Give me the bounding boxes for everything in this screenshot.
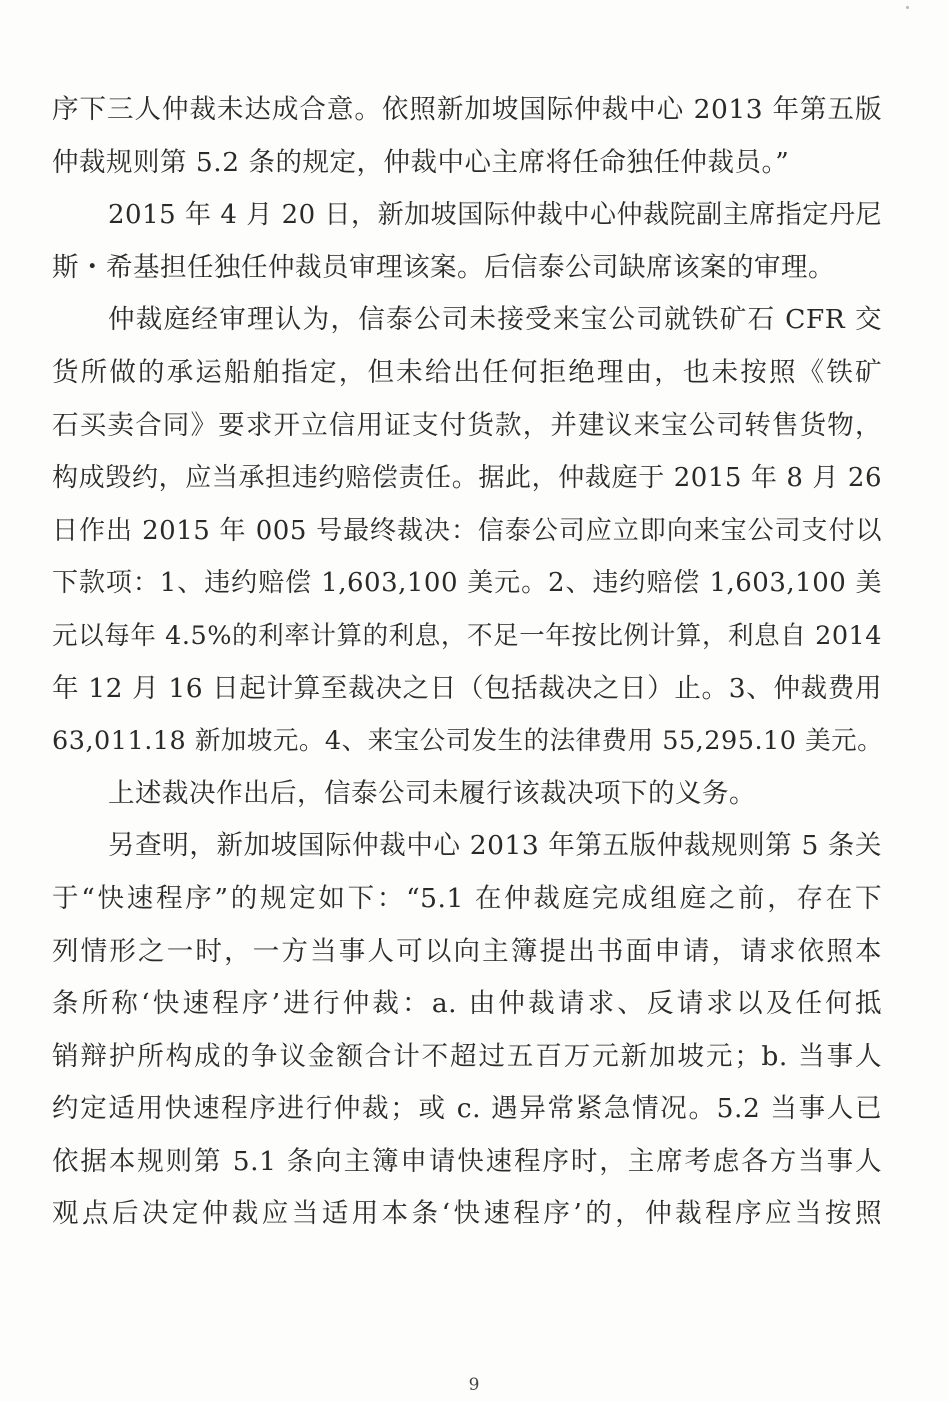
text-line-20: 约定适用快速程序进行仲裁；或 c. 遇异常紧急情况。5.2 当事人已 — [52, 1093, 882, 1125]
text-line-3: 2015 年 4 月 20 日，新加坡国际仲裁中心仲裁院副主席指定丹尼 — [108, 200, 882, 231]
text-line-15: 另查明，新加坡国际仲裁中心 2013 年第五版仲裁规则第 5 条关 — [108, 830, 882, 862]
text-line-11: 元以每年 4.5%的利率计算的利息，不足一年按比例计算，利息自 2014 — [52, 620, 882, 651]
text-line-10: 下款项：1、违约赔偿 1,603,100 美元。2、违约赔偿 1,603,100 美 — [52, 568, 882, 599]
text-line-18: 条所称‘快速程序’进行仲裁：a. 由仲裁请求、反请求以及任何抵 — [52, 988, 882, 1020]
text-line-6: 货所做的承运船舶指定，但未给出任何拒绝理由，也未按照《铁矿 — [52, 356, 882, 388]
text-line-12: 年 12 月 16 日起计算至裁决之日（包括裁决之日）止。3、仲裁费用 — [52, 672, 882, 704]
text-line-21: 依据本规则第 5.1 条向主簿申请快速程序时，主席考虑各方当事人 — [52, 1145, 882, 1177]
text-line-9: 日作出 2015 年 005 号最终裁决：信泰公司应立即向来宝公司支付以 — [52, 515, 882, 546]
text-line-19: 销辩护所构成的争议金额合计不超过五百万元新加坡元；b. 当事人 — [52, 1040, 882, 1072]
scan-speck — [906, 6, 909, 9]
text-line-7: 石买卖合同》要求开立信用证支付货款，并建议来宝公司转售货物， — [52, 409, 882, 441]
text-line-22: 观点后决定仲裁应当适用本条‘快速程序’的，仲裁程序应当按照 — [52, 1198, 882, 1230]
text-line-8: 构成毁约，应当承担违约赔偿责任。据此，仲裁庭于 2015 年 8 月 26 — [52, 463, 882, 494]
text-line-5: 仲裁庭经审理认为，信泰公司未接受来宝公司就铁矿石 CFR 交 — [108, 304, 882, 336]
document-body — [52, 84, 882, 1241]
text-line-16: 于“快速程序”的规定如下：“5.1 在仲裁庭完成组庭之前，存在下 — [52, 882, 882, 914]
text-line-1: 序下三人仲裁未达成合意。依照新加坡国际仲裁中心 2013 年第五版 — [52, 94, 882, 125]
text-line-14: 上述裁决作出后，信泰公司未履行该裁决项下的义务。 — [108, 777, 756, 809]
text-line-4: 斯・希基担任独任仲裁员审理该案。后信泰公司缺席该案的审理。 — [52, 251, 835, 283]
text-line-17: 列情形之一时，一方当事人可以向主簿提出书面申请，请求依照本 — [52, 935, 882, 967]
text-line-13: 63,011.18 新加坡元。4、来宝公司发生的法律费用 55,295.10 美元。 — [52, 726, 884, 757]
text-line-2: 仲裁规则第 5.2 条的规定，仲裁中心主席将任命独任仲裁员。” — [52, 146, 790, 178]
page-number: 9 — [468, 1375, 480, 1395]
